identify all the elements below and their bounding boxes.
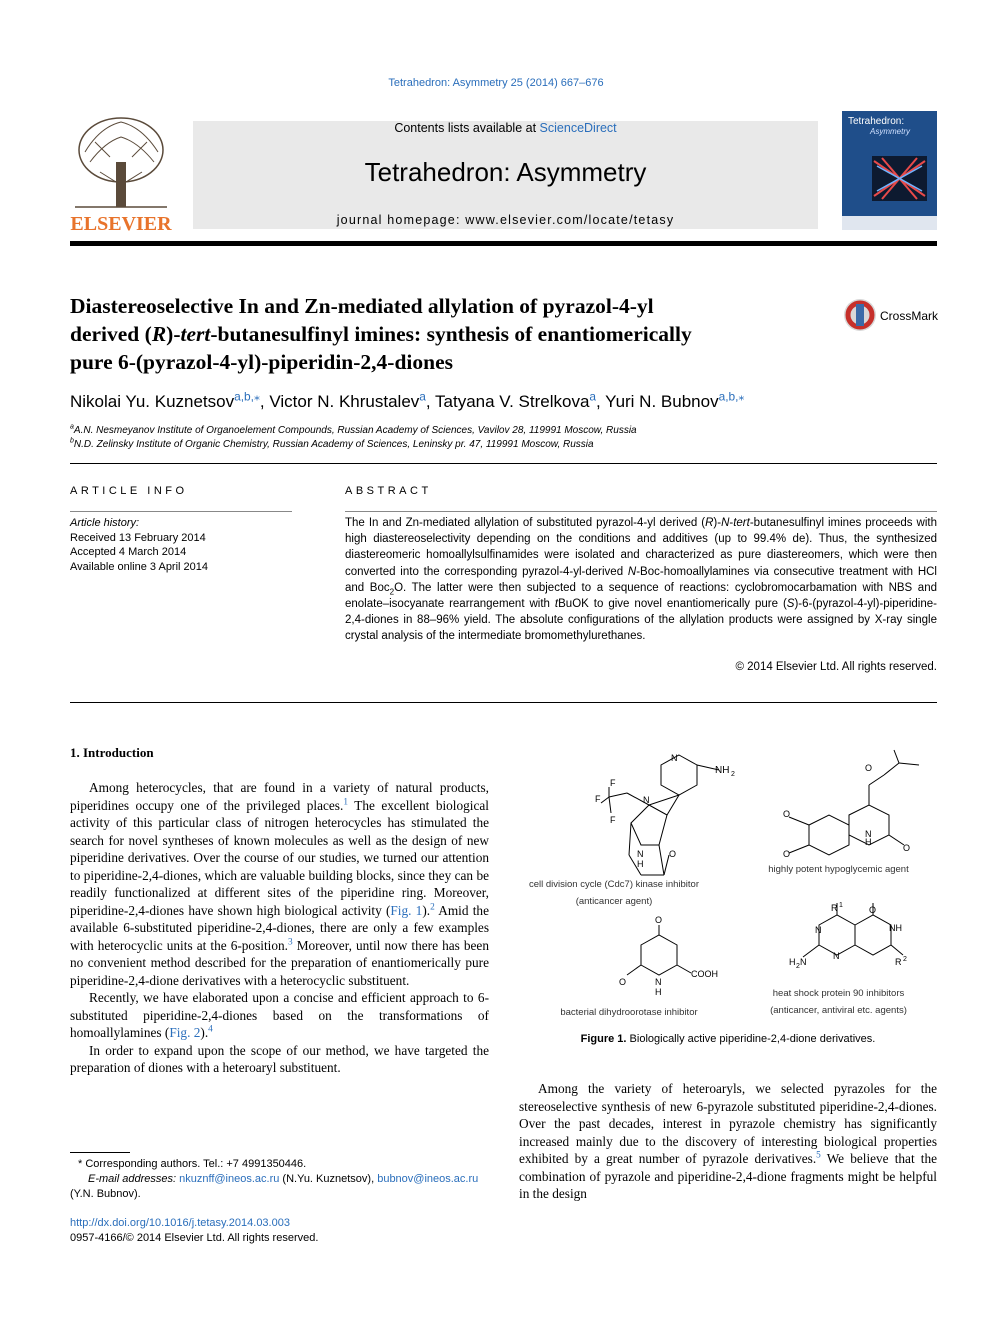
svg-text:2: 2 — [796, 963, 800, 970]
introduction-left-column — [70, 779, 489, 1077]
svg-text:O: O — [655, 915, 663, 925]
cover-title: Tetrahedron: — [848, 116, 905, 127]
intro-paragraph-3: In order to expand upon the scope of our method, we have targeted the preparation of diones with a heteroaryl substituent. — [70, 1042, 489, 1075]
svg-text:R: R — [895, 957, 902, 967]
svg-text:N: N — [815, 925, 822, 935]
svg-text:H: H — [865, 837, 872, 847]
abstract-heading: ABSTRACT — [345, 485, 432, 497]
svg-text:N: N — [833, 951, 840, 961]
issn-copyright: 0957-4166/© 2014 Elsevier Ltd. All rights reserved. — [70, 1232, 319, 1244]
svg-text:NH: NH — [715, 765, 730, 776]
svg-text:O: O — [619, 977, 627, 987]
figure-1-caption: Figure 1. Biologically active piperidine-2,4-dione derivatives. — [580, 1033, 876, 1045]
molecule-dihydroorotase-inhibitor — [627, 925, 691, 975]
svg-text:N: N — [637, 849, 644, 859]
introduction-right-column — [519, 1080, 937, 1203]
elsevier-tree-logo — [70, 112, 172, 212]
email-link-kuznetsov[interactable]: nkuznff@ineos.ac.ru — [179, 1173, 280, 1185]
journal-homepage[interactable]: journal homepage: www.elsevier.com/locate/tetasy — [336, 213, 675, 227]
svg-text:O: O — [783, 849, 791, 859]
elsevier-wordmark: ELSEVIER — [70, 213, 172, 235]
author-list: Nikolai Yu. Kuznetsov$^{a,b,⁎}$, Victor N. Khrustalev$^a$, Tatyana V. Strelkova$^a$, Yuri N. Bubnov$^{a,b,⁎}$ — [70, 389, 745, 411]
molecule-cdc7-inhibitor — [601, 755, 719, 875]
affiliation-rule — [70, 463, 937, 464]
intro-paragraph-2: Recently, we have elaborated upon a concise and efficient approach to 6-substituted piperidine-2,4-diones based on the transformations of homoallylamines (Fig. 2).$^4$ — [70, 990, 489, 1040]
molecule-1-label: cell division cycle (Cdc7) kinase inhibitor (anticancer agent) — [528, 879, 699, 907]
affiliation-a: $^a$A.N. Nesmeyanov Institute of Organoelement Compounds, Russian Academy of Sciences, Vavilov 28, 119991 Moscow, Russia — [70, 423, 637, 436]
email-link-bubnov[interactable]: bubnov@ineos.ac.ru — [377, 1173, 479, 1185]
svg-text:N: N — [655, 977, 662, 987]
svg-text:COOH: COOH — [691, 969, 718, 979]
svg-text:O: O — [783, 809, 791, 819]
footnote-rule — [70, 1152, 130, 1153]
svg-text:R: R — [831, 903, 838, 913]
svg-text:O: O — [869, 905, 877, 915]
svg-text:H: H — [655, 987, 662, 997]
crossmark-label[interactable]: CrossMark — [880, 309, 939, 323]
svg-text:NH: NH — [889, 923, 902, 933]
svg-text:O: O — [903, 843, 911, 853]
svg-text:1: 1 — [839, 902, 843, 909]
svg-text:F: F — [595, 794, 601, 804]
svg-text:O: O — [669, 849, 677, 859]
molecule-2-label: highly potent hypoglycemic agent — [768, 864, 909, 875]
svg-text:N: N — [865, 829, 872, 839]
svg-text:N: N — [800, 957, 807, 967]
abstract-bottom-rule — [70, 702, 937, 703]
molecule-hypoglycemic-agent — [789, 750, 919, 855]
svg-text:H: H — [789, 957, 796, 967]
article-info-heading: ARTICLE INFO — [70, 485, 188, 497]
contents-available: Contents lists available at ScienceDirect — [394, 121, 617, 135]
molecule-4-label: heat shock protein 90 inhibitors (anticancer, antiviral etc. agents) — [770, 988, 907, 1016]
header-rule — [70, 241, 937, 246]
article-info-rule — [70, 511, 292, 512]
intro-paragraph-1: Among heterocycles, that are found in a variety of natural products, piperidines occupy one of the privileged places.$^1$ The excellent biological activity of this particular class of nitrogen heterocycles has stimulated the search for novel syntheses of known molecules as well as the design of new piperidine derivatives. Over the course of our studies, we turned our attention to piperidine-2,4-diones, which are valuable building blocks, since they can be readily functionalized at different sites of the piperidine ring. Moreover, piperidine-2,4-diones have shown high biological activity (Fig. 1).$^2$ Amid the available 6-substituted piperidine-2,4-diones, there are only a few examples with heterocyclic units at the 6-position.$^3$ Moreover, until now there has been no convenient method described for the preparation of enantiomerically pure piperidine-2,4-dione derivatives with a heterocyclic substituent. — [70, 780, 489, 988]
journal-reference[interactable]: Tetrahedron: Asymmetry 25 (2014) 667–676 — [388, 77, 604, 89]
svg-text:O: O — [865, 763, 873, 773]
article-title: Diastereoselective In and Zn-mediated allylation of pyrazol-4-yl derived (R)-tert-butanesulfinyl imines: synthesis of enantiomerically pure 6-(pyrazol-4-yl)-piperidin-2,4-diones — [70, 294, 692, 374]
svg-text:N: N — [643, 795, 650, 805]
introduction-heading: 1. Introduction — [70, 745, 154, 760]
cover-subtitle: Asymmetry — [870, 127, 910, 136]
sciencedirect-link[interactable]: ScienceDirect — [539, 121, 617, 135]
molecule-3-label: bacterial dihydroorotase inhibitor — [560, 1007, 698, 1018]
svg-text:H: H — [637, 859, 644, 869]
abstract-rule — [345, 511, 937, 512]
svg-text:N: N — [671, 753, 678, 763]
intro-paragraph-4: Among the variety of heteroaryls, we selected pyrazoles for the stereoselective synthesis of new 6-pyrazole substituted piperidine-2,4-diones. Over the past decades, interest in pyrazole chemistry has significantly increased mainly due to the discovery of interesting biological properties exhibited by a great number of pyrazole derivatives.$^5$ We believe that the combination of pyrazole and piperidine-2,4-dione fragments might be helpful in the design — [519, 1081, 937, 1201]
footnotes: * Corresponding authors. Tel.: +7 4991350446. E-mail addresses: nkuznff@ineos.ac.ru (N.Yu. Kuznetsov), bubnov@ineos.ac.ru (Y.N. Bubnov). — [70, 1158, 479, 1200]
svg-text:F: F — [610, 778, 616, 788]
article-history: Article history: Received 13 February 2014 Accepted 4 March 2014 Available online 3 April 2014 — [70, 517, 209, 573]
svg-text:F: F — [610, 815, 616, 825]
affiliation-b: $^b$N.D. Zelinsky Institute of Organic Chemistry, Russian Academy of Sciences, Leninsky pr. 47, 119991 Moscow, Russia — [70, 437, 594, 450]
doi-link[interactable]: http://dx.doi.org/10.1016/j.tetasy.2014.03.003 — [70, 1217, 290, 1229]
abstract-text: The In and Zn-mediated allylation of substituted pyrazol-4-yl derived (R)-N-tert-butanesulfinyl imines proceeds with high diastereoselectivity depending on the conditions and additives (up to 99.4% de). Thus, the synthesized diastereomeric homoallylsulfinamides were isolated and characterized as pure diastereomers, which were then converted into the corresponding pyrazol-4-yl-derived N-Boc-homoallylamines via consecutive treatment with HCl and Boc$_2$O. The latter were then subjected to a sequence of reactions: cyclobromocarbamation with NBS and enolate–isocyanate rearrangement with tBuOK to give novel enantiomerically pure (S)-6-(pyrazol-4-yl)-piperidine-2,4-diones in 88–96% yield. The absolute configurations of the allylation products were assigned by X-ray single crystal analysis of the intermediate bromomethylurethanes. — [345, 517, 937, 643]
svg-text:2: 2 — [903, 956, 907, 963]
svg-text:2: 2 — [731, 771, 735, 778]
crossmark-icon[interactable] — [843, 298, 877, 332]
journal-title: Tetrahedron: Asymmetry — [364, 157, 647, 187]
abstract-copyright: © 2014 Elsevier Ltd. All rights reserved. — [735, 661, 937, 673]
